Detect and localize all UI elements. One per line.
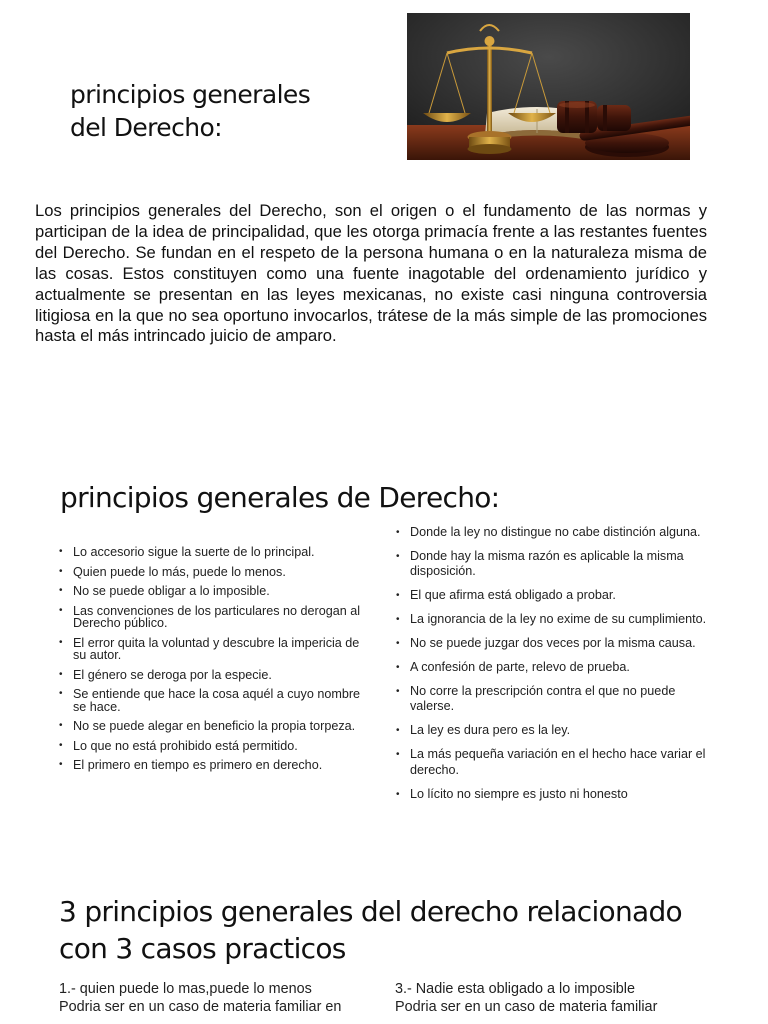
case-1-text: Podria ser en un caso de materia familiar en (59, 998, 342, 1015)
list-item: • Las convenciones de los particulares no derogan al Derecho público. (59, 605, 369, 630)
list-item: • A confesión de parte, relevo de prueba. (396, 660, 716, 676)
slide3-title: 3 principios generales del derecho relacionado con 3 casos practicos (59, 895, 682, 965)
list-item: • No se puede alegar en beneficio la propia torpeza. (59, 720, 369, 733)
list-item: • No se puede juzgar dos veces por la misma causa. (396, 636, 716, 652)
slide1-title: principios generales del Derecho: (70, 80, 311, 142)
list-item: • Se entiende que hace la cosa aquél a cuyo nombre se hace. (59, 688, 369, 713)
case-3 (395, 981, 715, 1016)
principles-list-left (59, 546, 369, 779)
list-item: • No corre la prescripción contra el que no puede valerse. (396, 684, 716, 715)
list-item: • No se puede obligar a lo imposible. (59, 585, 369, 598)
principles-list-right (396, 525, 716, 810)
list-item: • Lo que no está prohibido está permitido. (59, 740, 369, 753)
list-item: • El primero en tiempo es primero en derecho. (59, 759, 369, 772)
list-item: • Donde hay la misma razón es aplicable la misma disposición. (396, 549, 716, 580)
case-1-heading: 1.- quien puede lo mas,puede lo menos (59, 981, 312, 997)
list-item: • Lo lícito no siempre es justo ni honesto (396, 787, 716, 803)
justice-scales-gavel-image (407, 13, 690, 160)
list-item: • El error quita la voluntad y descubre la impericia de su autor. (59, 637, 369, 662)
list-item: • Lo accesorio sigue la suerte de lo principal. (59, 546, 369, 559)
case-3-text: Podria ser en un caso de materia familiar (395, 998, 658, 1015)
list-item: • El género se deroga por la especie. (59, 669, 369, 682)
list-item: • Donde la ley no distingue no cabe distinción alguna. (396, 525, 716, 541)
list-item: • El que afirma está obligado a probar. (396, 588, 716, 604)
case-1 (59, 981, 379, 1016)
list-item: • La ignorancia de la ley no exime de su cumplimiento. (396, 612, 716, 628)
intro-paragraph: Los principios generales del Derecho, son el origen o el fundamento de las normas y participan de la idea de principalidad, que les otorga primacía frente a las restantes fuentes del Derecho. Se fundan en el respeto de la persona humana o en la naturaleza misma de las cosas. Estos constituyen como una fuente inagotable del ordenamiento jurídico y actualmente se presentan en las leyes mexicanas, no existe casi ninguna controversia litigiosa en la que no sea oportuno invocarlos, trátese de la más simple de las promociones hasta el más intrincado juicio de amparo. (35, 201, 707, 346)
list-item: • La ley es dura pero es la ley. (396, 723, 716, 739)
case-3-heading: 3.- Nadie esta obligado a lo imposible (395, 981, 635, 997)
slide2-title: principios generales de Derecho: (60, 481, 500, 514)
list-item: • Quien puede lo más, puede lo menos. (59, 566, 369, 579)
list-item: • La más pequeña variación en el hecho hace variar el derecho. (396, 747, 716, 778)
